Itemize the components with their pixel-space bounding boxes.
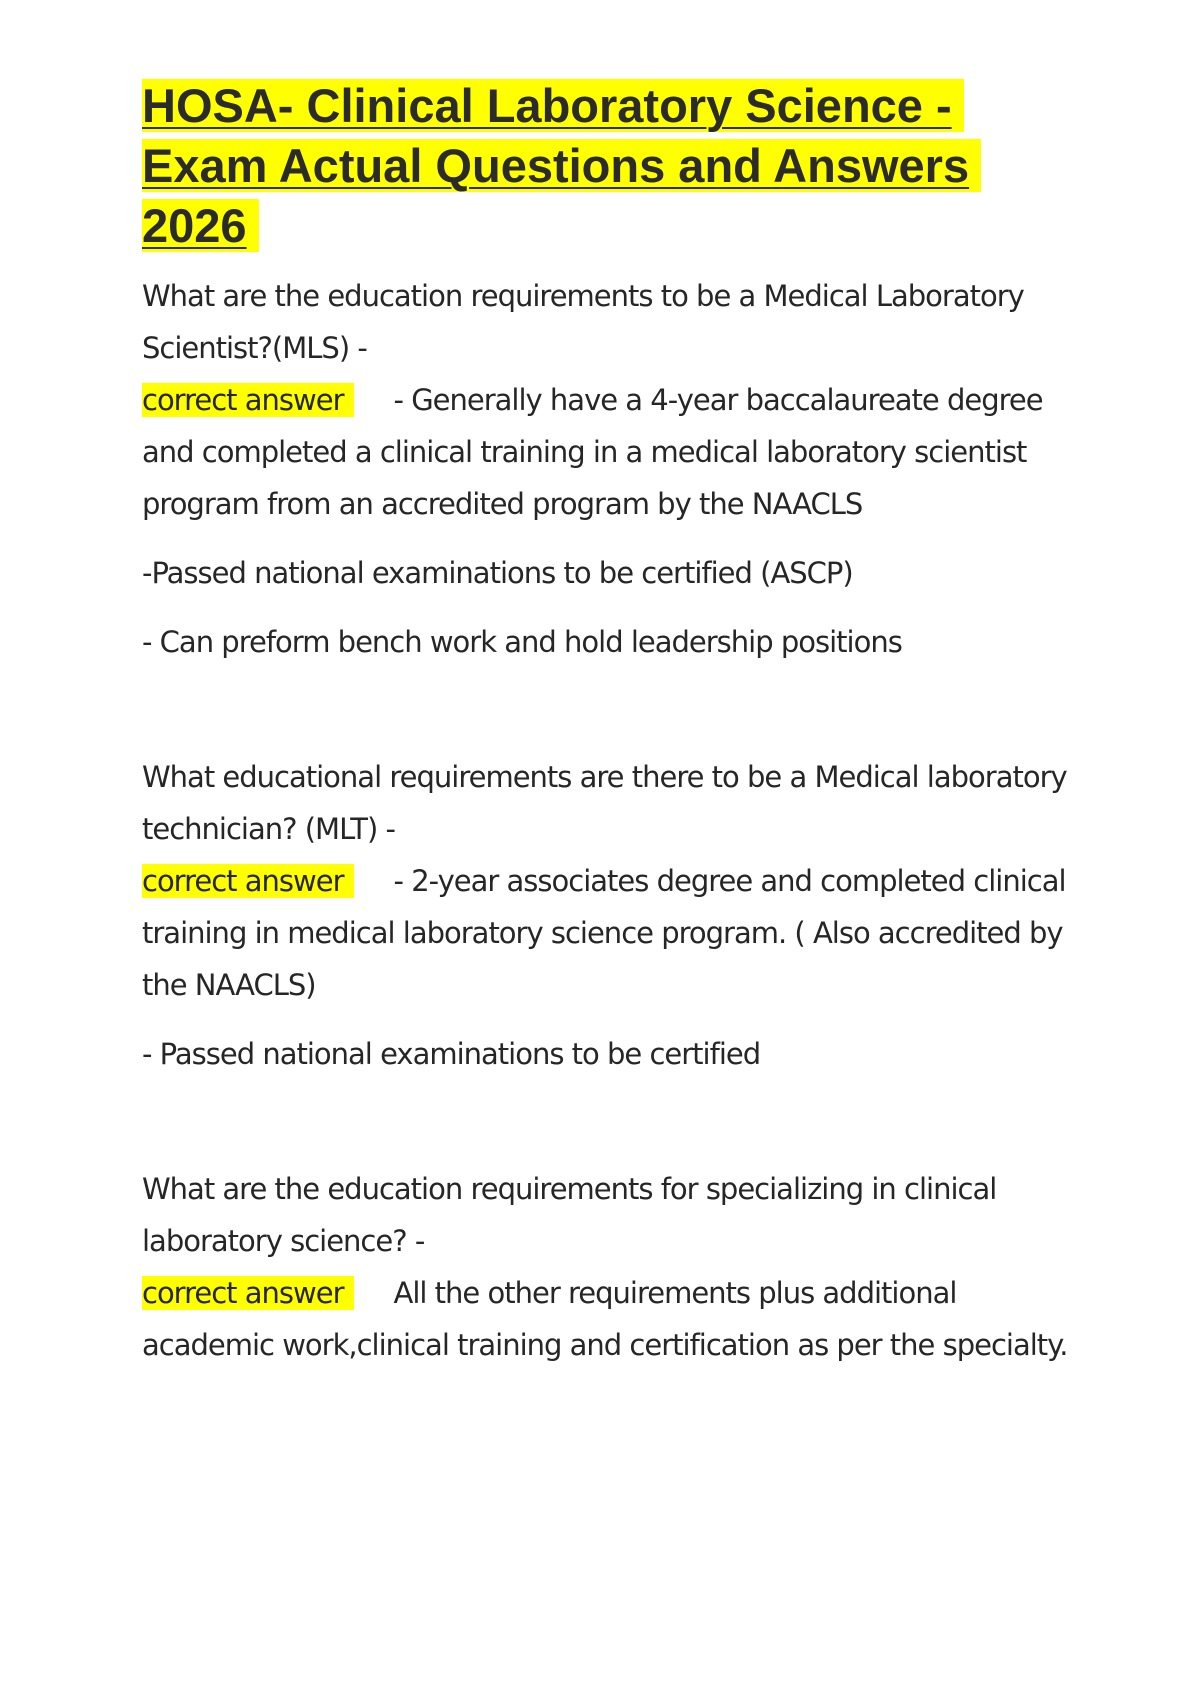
- answer-extra-line: - Can preform bench work and hold leadership positions: [142, 625, 902, 659]
- answer-paragraph: [142, 855, 1072, 1011]
- answer-extra-line: - Passed national examinations to be certified: [142, 1037, 761, 1071]
- answer-paragraph: [142, 374, 1072, 530]
- answer-paragraph: [142, 1267, 1072, 1371]
- answer-text: - 2-year associates degree and completed clinical training in medical laboratory science program. ( Also accredited by the NAACLS): [142, 864, 1066, 1002]
- qa-block-2: [142, 751, 1072, 1080]
- correct-answer-label: correct answer: [142, 383, 354, 417]
- title-line-1: HOSA- Clinical Laboratory Science -: [142, 79, 964, 132]
- question-text: What educational requirements are there to be a Medical laboratory technician? (MLT) -: [142, 760, 1067, 846]
- answer-text: All the other requirements plus additional academic work,clinical training and certification as per the specialty.: [142, 1276, 1068, 1362]
- question-text: What are the education requirements for specializing in clinical laboratory science? -: [142, 1172, 997, 1258]
- correct-answer-label: correct answer: [142, 1276, 354, 1310]
- title-line-2: Exam Actual Questions and Answers: [142, 139, 981, 192]
- answer-text: - Generally have a 4-year baccalaureate degree and completed a clinical training in a medical laboratory scientist program from an accredited program by the NAACLS: [142, 383, 1043, 521]
- qa-block-1: [142, 270, 1072, 668]
- correct-answer-label: correct answer: [142, 864, 354, 898]
- title-line-3: 2026: [142, 199, 259, 252]
- question-text: What are the education requirements to be a Medical Laboratory Scientist?(MLS) -: [142, 279, 1024, 365]
- qa-block-3: [142, 1163, 1072, 1371]
- document-title: [142, 76, 1012, 256]
- answer-extra-line: -Passed national examinations to be certified (ASCP): [142, 556, 853, 590]
